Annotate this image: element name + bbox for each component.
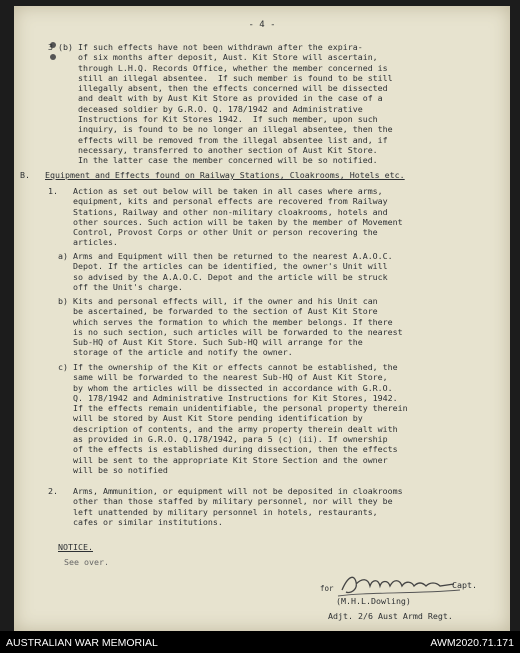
text-line: Stations, Railway and other non-military cloakrooms, hotels and (48, 206, 388, 217)
text-line: of the effects is established during dissection, then the effects (48, 444, 398, 455)
text-line: 1. Action as set out below will be taken in all cases where arms, (48, 186, 383, 196)
text-line: Control, Provost Corps or other Unit or person recovering the (48, 227, 378, 238)
text-line: deceased soldier by G.R.O. Q. 178/1942 and Administrative (48, 103, 363, 114)
text-line: Q. 178/1942 and Administrative Instructions for Kit Stores, 1942. (48, 392, 398, 403)
item-1c (48, 362, 408, 475)
text-line: storage of the article and notify the owner. (48, 347, 293, 358)
text-line: necessary, transferred to another section of Aust Kit Store. (48, 144, 378, 155)
text-line: be ascertained, be forwarded to the section of Aust Kit Store (48, 306, 378, 317)
text-line: will be so notified (48, 464, 168, 475)
text-line: other sources. Such action will be taken by the member of Movement (48, 216, 403, 227)
text-line: c) If the ownership of the Kit or effects cannot be established, the (48, 362, 398, 372)
text-line: equipment, kits and personal effects are recovered from Railway (48, 196, 388, 207)
document-page (14, 6, 510, 631)
signature-rank: Capt. (452, 580, 477, 590)
text-line: description of contents, and the army property therein dealt with (48, 423, 398, 434)
text-line: effects will be removed from the illegal absentee list and, if (48, 134, 388, 145)
signature-appointment: Adjt. 2/6 Aust Armd Regt. (328, 611, 453, 621)
item-1a (48, 251, 393, 292)
text-line: as provided in G.R.O. Q.178/1942, para 5 (c) (ii). If ownership (48, 434, 388, 445)
item-1b (48, 296, 403, 358)
footer-bar (0, 631, 520, 653)
text-line: so advised by the A.A.O.C. Depot and the article will be struck (48, 271, 388, 282)
text-line: of six months after deposit, Aust. Kit Store will ascertain, (48, 52, 378, 63)
text-line: and dealt with by Aust Kit Store as provided in the case of a (48, 93, 383, 104)
section-b-heading (20, 170, 405, 180)
page-number: - 4 - (248, 20, 276, 30)
text-line: by whom the articles will be dissected in accordance with G.R.O. (48, 382, 393, 393)
notice-text: See over. (64, 557, 109, 567)
paragraph-3b (48, 42, 393, 166)
text-line: In the latter case the member concerned will be so notified. (48, 155, 378, 166)
text-line: If the effects remain unidentifiable, the personal property therein (48, 403, 408, 414)
text-line: Sub-HQ of Aust Kit Store. Such Sub-HQ will arrange for the (48, 337, 363, 348)
text-line: inquiry, is found to be no longer an illegal absentee, then the (48, 124, 393, 135)
footer-institution: AUSTRALIAN WAR MEMORIAL (6, 637, 158, 649)
text-line: will be stored by Aust Kit Store pending identification by (48, 413, 363, 424)
text-line: 3 (b) If such effects have not been withdrawn after the expira- (48, 42, 363, 52)
text-line: cafes or similar institutions. (48, 516, 223, 527)
item-1 (48, 186, 403, 248)
text-line: left unattended by military personnel in hotels, restaurants, (48, 506, 378, 517)
text-line: 2. Arms, Ammunition, or equipment will not be deposited in cloakrooms (48, 486, 403, 496)
item-2 (48, 486, 403, 527)
section-letter: B. (20, 170, 30, 180)
text-line: Depot. If the articles can be identified, the owner's Unit will (48, 261, 388, 272)
signature-prefix: for (320, 584, 334, 593)
text-line: a) Arms and Equipment will then be returned to the nearest A.A.O.C. (48, 251, 393, 261)
notice-label: NOTICE. (58, 542, 93, 552)
text-line: illegally absent, then the effects concerned will be dissected (48, 83, 388, 94)
text-line: b) Kits and personal effects will, if the owner and his Unit can (48, 296, 378, 306)
text-line: other than those staffed by military personnel, nor will they be (48, 496, 393, 507)
text-line: will be sent to the appropriate Kit Store Section and the owner (48, 454, 388, 465)
text-line: through L.H.Q. Records Office, whether the member concerned is (48, 62, 388, 73)
text-line: articles. (48, 237, 118, 248)
footer-accession-number: AWM2020.71.171 (430, 637, 514, 649)
text-line: still an illegal absentee. If such member is found to be still (48, 72, 393, 83)
text-line: is no such section, such articles will be forwarded to the nearest (48, 326, 403, 337)
text-line: Instructions for Kit Stores 1942. If such member, upon such (48, 114, 378, 125)
signature-name: (M.H.L.Dowling) (336, 596, 411, 606)
text-line: same will be forwarded to the nearest Sub-HQ of Aust Kit Store, (48, 372, 388, 383)
text-line: which serves the formation to which the member belongs. If there (48, 316, 393, 327)
section-heading-text: Equipment and Effects found on Railway Stations, Cloakrooms, Hotels etc. (45, 170, 405, 180)
text-line: off the Unit's charge. (48, 281, 183, 292)
